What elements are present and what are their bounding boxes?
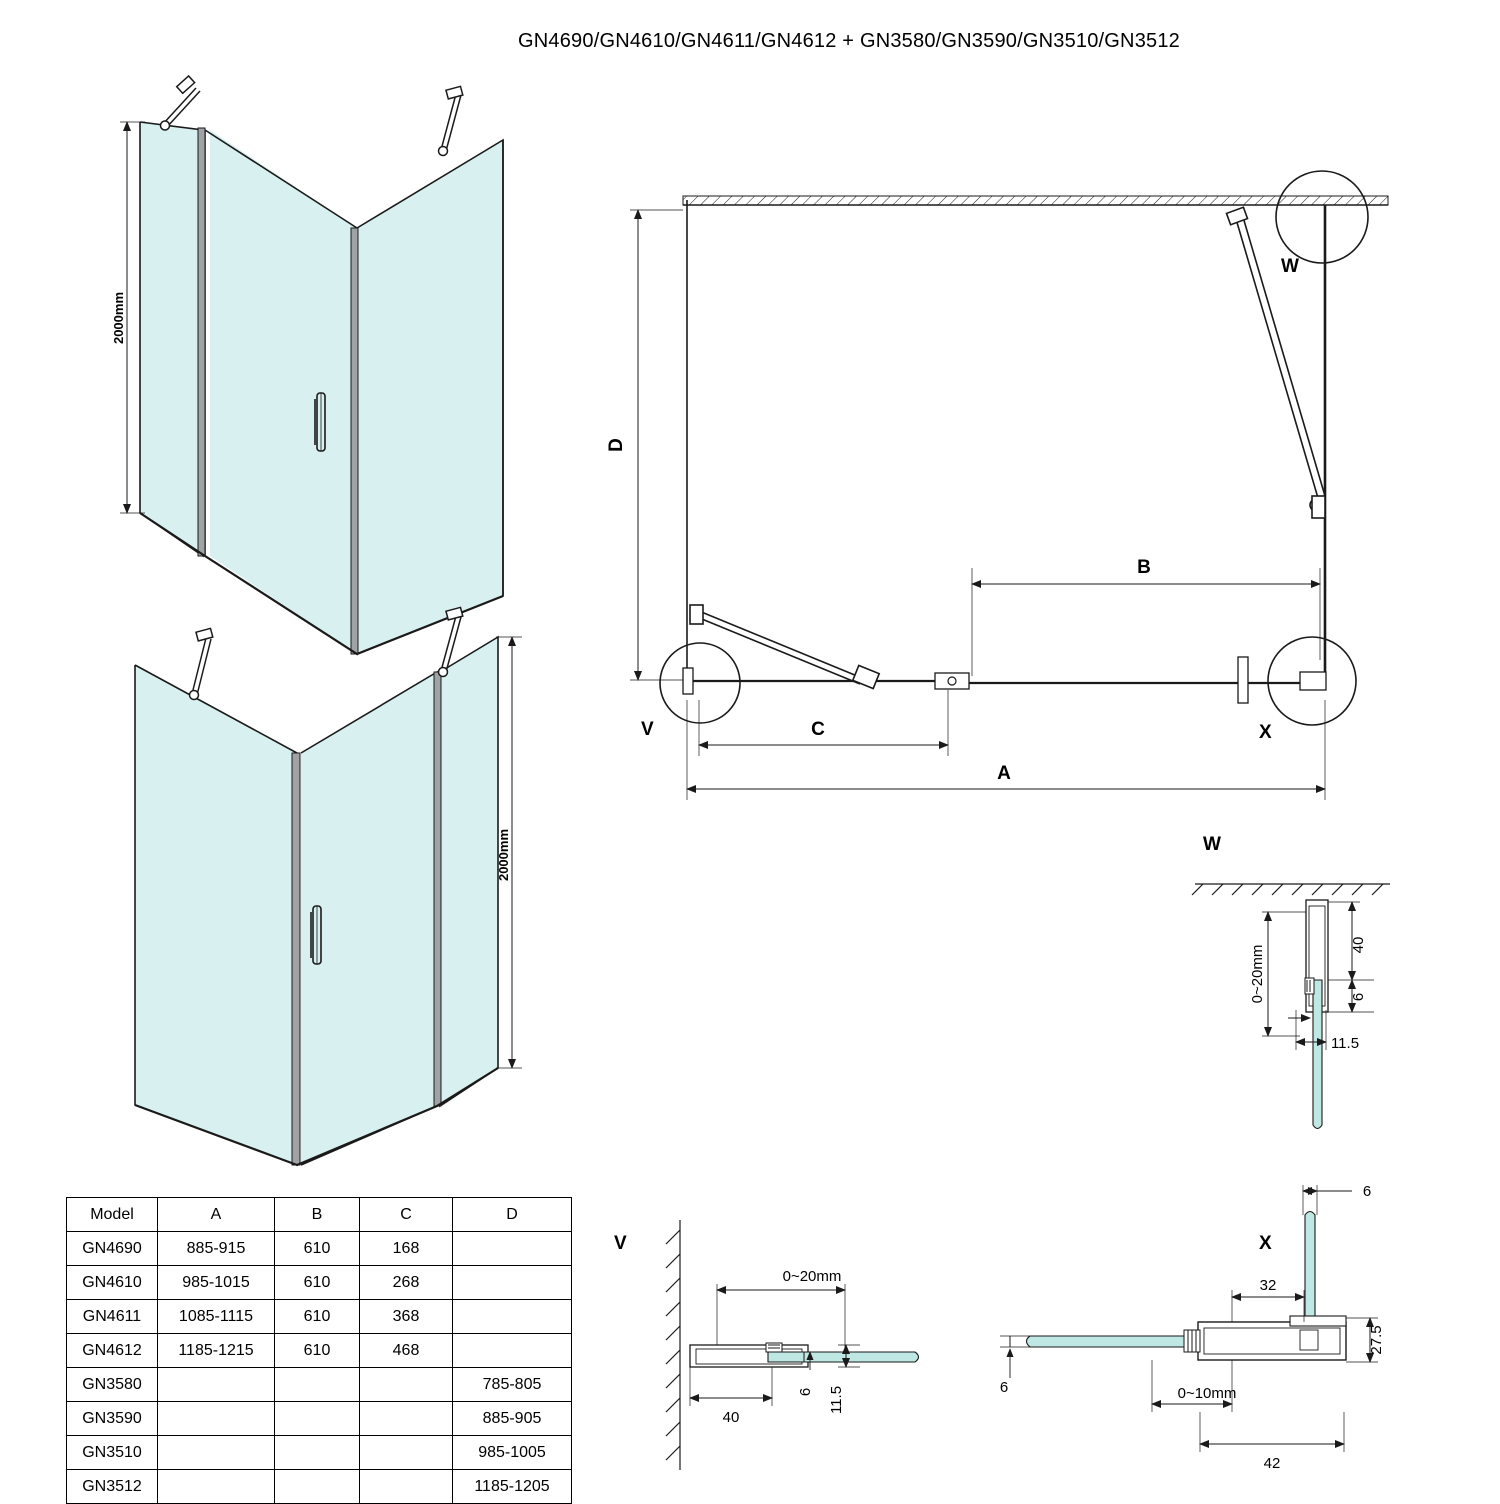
table-row bbox=[67, 1266, 572, 1300]
cell-a: 1185-1215 bbox=[158, 1334, 275, 1368]
cell-model: GN3512 bbox=[67, 1470, 158, 1504]
cell-c bbox=[360, 1402, 453, 1436]
cell-a: 985-1015 bbox=[158, 1266, 275, 1300]
col-d: D bbox=[453, 1198, 572, 1232]
col-a: A bbox=[158, 1198, 275, 1232]
col-b: B bbox=[275, 1198, 360, 1232]
plan-label-w: W bbox=[1281, 256, 1299, 277]
col-c: C bbox=[360, 1198, 453, 1232]
cell-b bbox=[275, 1402, 360, 1436]
svg-text:A: A bbox=[997, 763, 1011, 784]
cell-c bbox=[360, 1368, 453, 1402]
table-row bbox=[67, 1470, 572, 1504]
cell-b: 610 bbox=[275, 1266, 360, 1300]
cell-c bbox=[360, 1470, 453, 1504]
cell-d: 1185-1205 bbox=[453, 1470, 572, 1504]
cell-b bbox=[275, 1470, 360, 1504]
svg-text:C: C bbox=[811, 719, 825, 740]
cell-d: 785-805 bbox=[453, 1368, 572, 1402]
detail-w bbox=[1192, 834, 1390, 1129]
cell-b: 610 bbox=[275, 1300, 360, 1334]
detail-v-label: V bbox=[614, 1233, 627, 1254]
detail-w-label: W bbox=[1203, 834, 1221, 855]
svg-text:B: B bbox=[1137, 557, 1151, 578]
detail-x bbox=[1000, 1183, 1385, 1472]
svg-text:11.5: 11.5 bbox=[828, 1385, 845, 1415]
cell-d bbox=[453, 1300, 572, 1334]
svg-text:42: 42 bbox=[1263, 1455, 1281, 1472]
cell-d bbox=[453, 1266, 572, 1300]
iso-top-height-label: 2000mm bbox=[111, 291, 126, 345]
iso-view-bottom bbox=[135, 607, 522, 1165]
svg-text:6: 6 bbox=[1350, 992, 1367, 1002]
cell-a: 1085-1115 bbox=[158, 1300, 275, 1334]
cell-d: 985-1005 bbox=[453, 1436, 572, 1470]
table-row bbox=[67, 1300, 572, 1334]
cell-a bbox=[158, 1402, 275, 1436]
svg-text:40: 40 bbox=[722, 1409, 740, 1426]
cell-b bbox=[275, 1368, 360, 1402]
table-row bbox=[67, 1402, 572, 1436]
svg-text:6: 6 bbox=[1362, 1183, 1372, 1200]
table-header-row bbox=[67, 1198, 572, 1232]
cell-a bbox=[158, 1368, 275, 1402]
cell-model: GN4611 bbox=[67, 1300, 158, 1334]
plan-label-x: X bbox=[1259, 722, 1272, 743]
svg-text:0~20mm: 0~20mm bbox=[782, 1268, 842, 1285]
svg-text:6: 6 bbox=[797, 1387, 814, 1397]
dim-height-bottom bbox=[496, 637, 522, 1068]
svg-text:27.5: 27.5 bbox=[1368, 1325, 1385, 1355]
dim-A bbox=[687, 700, 1325, 800]
iso-view-top bbox=[111, 76, 503, 654]
cell-c: 368 bbox=[360, 1300, 453, 1334]
page-title: GN4690/GN4610/GN4611/GN4612 + GN3580/GN3590/GN3510/GN3512 bbox=[518, 30, 1180, 52]
svg-text:32: 32 bbox=[1259, 1277, 1277, 1294]
cell-d bbox=[453, 1232, 572, 1266]
dim-D bbox=[606, 210, 683, 680]
detail-v bbox=[614, 1220, 919, 1470]
plan-label-v: V bbox=[641, 719, 654, 740]
cell-a bbox=[158, 1470, 275, 1504]
svg-text:40: 40 bbox=[1350, 936, 1367, 954]
cell-b: 610 bbox=[275, 1232, 360, 1266]
spec-table bbox=[66, 1197, 572, 1504]
table-row bbox=[67, 1232, 572, 1266]
cell-b: 610 bbox=[275, 1334, 360, 1368]
cell-a bbox=[158, 1436, 275, 1470]
svg-text:D: D bbox=[606, 438, 627, 452]
cell-b bbox=[275, 1436, 360, 1470]
detail-x-label: X bbox=[1259, 1233, 1272, 1254]
cell-c: 268 bbox=[360, 1266, 453, 1300]
col-model: Model bbox=[67, 1198, 158, 1232]
cell-model: GN4612 bbox=[67, 1334, 158, 1368]
cell-c: 168 bbox=[360, 1232, 453, 1266]
plan-view bbox=[606, 171, 1388, 800]
cell-model: GN3510 bbox=[67, 1436, 158, 1470]
svg-text:6: 6 bbox=[999, 1379, 1009, 1396]
cell-c: 468 bbox=[360, 1334, 453, 1368]
cell-model: GN4610 bbox=[67, 1266, 158, 1300]
svg-text:0~10mm: 0~10mm bbox=[1177, 1385, 1237, 1402]
svg-text:11.5: 11.5 bbox=[1330, 1035, 1360, 1052]
cell-c bbox=[360, 1436, 453, 1470]
dim-B bbox=[972, 557, 1320, 676]
table-row bbox=[67, 1436, 572, 1470]
cell-d bbox=[453, 1334, 572, 1368]
cell-model: GN4690 bbox=[67, 1232, 158, 1266]
table-row bbox=[67, 1334, 572, 1368]
svg-text:0~20mm: 0~20mm bbox=[1249, 944, 1266, 1004]
cell-a: 885-915 bbox=[158, 1232, 275, 1266]
cell-d: 885-905 bbox=[453, 1402, 572, 1436]
iso-bottom-height-label: 2000mm bbox=[496, 828, 511, 882]
table-row bbox=[67, 1368, 572, 1402]
cell-model: GN3590 bbox=[67, 1402, 158, 1436]
cell-model: GN3580 bbox=[67, 1368, 158, 1402]
